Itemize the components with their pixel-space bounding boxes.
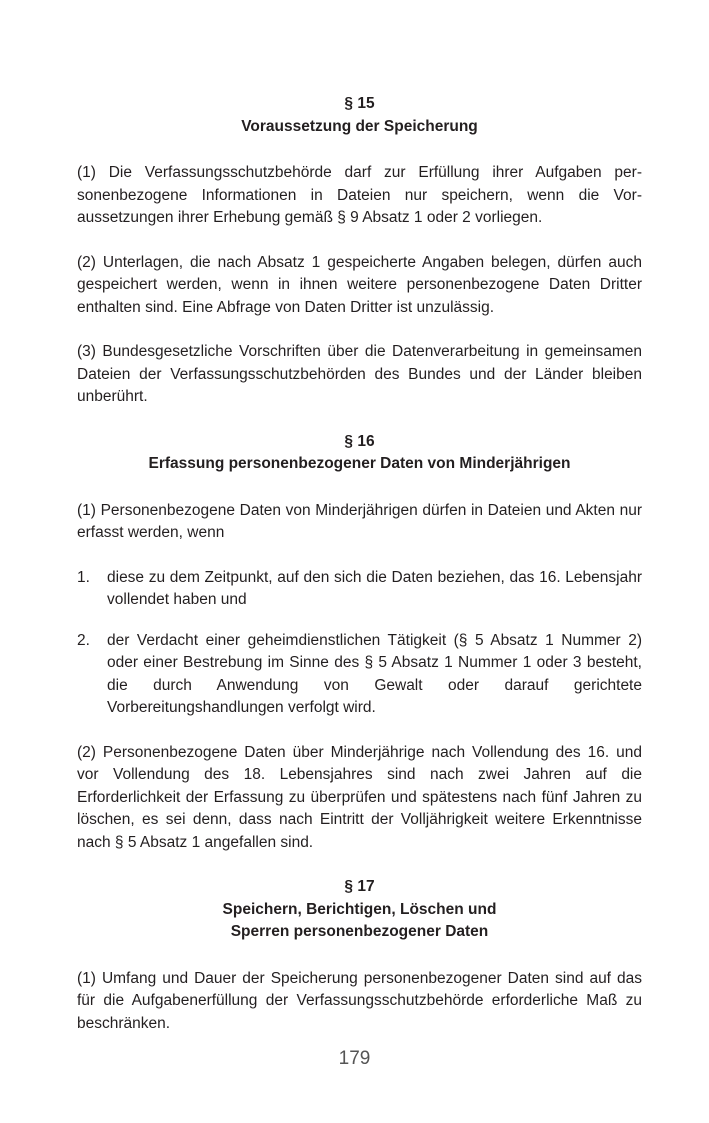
section-17-heading <box>77 876 642 944</box>
section-16-heading <box>77 431 642 476</box>
page-body <box>77 93 642 1035</box>
section-number: § 15 <box>344 95 375 112</box>
section-15-heading <box>77 93 642 138</box>
list-item-number: 2. <box>77 631 90 649</box>
page-number: 179 <box>338 1048 371 1069</box>
section-title: Erfassung personenbezogener Daten von Minderjährigen <box>148 455 571 472</box>
section-title-line-2: Sperren personenbezogener Daten <box>230 923 489 940</box>
paragraph: (1) Umfang und Dauer der Speicherung personenbezogener Daten sind auf das für die Aufgabenerfüllung der Verfassungsschutzbehörde erforderliche Maß zu beschränken. <box>77 969 642 1032</box>
paragraph: (1) Die Verfassungsschutzbehörde darf zur Erfüllung ihrer Aufgaben personenbezogene Informationen in Dateien nur speichern, wenn die Voraussetzungen ihrer Erhebung gemäß § 9 Absatz 1 oder 2 vorliegen. <box>77 164 642 226</box>
list-item-number: 1. <box>77 568 90 586</box>
paragraph: (3) Bundesgesetzliche Vorschriften über die Datenverarbeitung in gemeinsamen Dateien der Verfassungsschutzbehörden des Bundes und der Länder bleiben unberührt. <box>77 343 642 405</box>
section-title-line-1: Speichern, Berichtigen, Löschen und <box>222 900 497 918</box>
paragraph: (2) Unterlagen, die nach Absatz 1 gespeicherte Angaben belegen, dürfen auch gespeichert werden, wenn in ihnen weitere personenbezogene Daten Dritter enthalten sind. Eine Abfrage von Daten Dritter ist unzulässig. <box>77 253 642 316</box>
list-item-text: diese zu dem Zeitpunkt, auf den sich die Daten beziehen, das 16. Lebensjahr vollendet haben und <box>107 568 642 608</box>
paragraph: (1) Personenbezogene Daten von Minderjährigen dürfen in Dateien und Akten nur erfasst werden, wenn <box>77 501 642 541</box>
numbered-list <box>77 567 642 720</box>
section-number: § 17 <box>344 878 375 895</box>
section-number: § 16 <box>344 432 375 450</box>
list-item <box>77 630 642 720</box>
list-item <box>77 567 642 612</box>
section-title: Voraussetzung der Speicherung <box>241 117 478 135</box>
list-item-text: der Verdacht einer geheimdienstlichen Tätigkeit (§ 5 Absatz 1 Nummer 2) oder einer Bestrebung im Sinne des § 5 Absatz 1 Nummer 1 oder 3 besteht, die durch Anwendung von Gewalt oder darauf gerichtete Vorbereitungshandlungen verfolgt wird. <box>107 631 642 716</box>
paragraph: (2) Personenbezogene Daten über Minderjährige nach Vollendung des 16. und vor Vollendung des 18. Lebensjahres sind nach zwei Jahren auf die Erforderlichkeit der Erfassung zu überprüfen und spätestens nach fünf Jahren zu löschen, es sei denn, dass nach Eintritt der Volljährigkeit weitere Erkenntnisse nach § 5 Absatz 1 angefallen sind. <box>77 743 642 851</box>
